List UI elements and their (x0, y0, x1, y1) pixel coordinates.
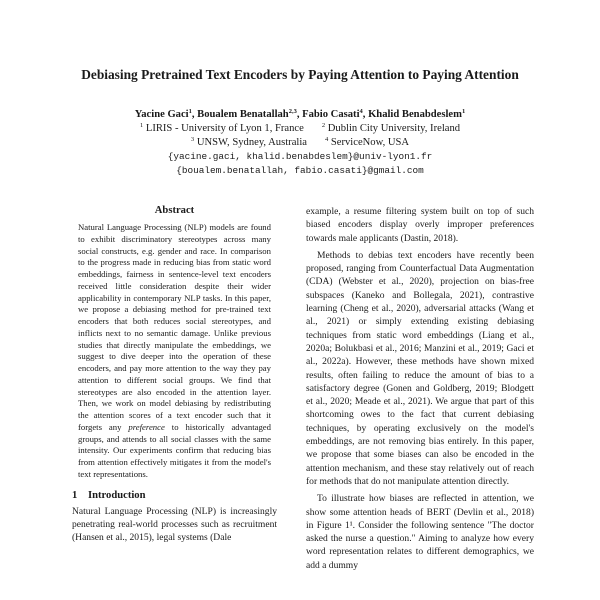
author-sup: 2,3 (288, 108, 297, 115)
author-name: Fabio Casati (302, 109, 360, 120)
right-column (306, 205, 534, 572)
left-column (72, 205, 277, 544)
affiliation: $^1$ LIRIS - University of Lyon 1, France (139, 122, 304, 134)
section-heading-introduction: 1 Introduction (72, 489, 146, 501)
abstract-heading: Abstract (154, 205, 195, 216)
author-names: Yacine Gaci$^1$, Boualem Benatallah$^{2,3}$, Fabio Casati$^4$, Khalid Benabdeslem$^1$ (134, 108, 466, 120)
body-paragraph: Methods to debias text encoders have recently been proposed, ranging from Counterfactual Data Augmentation (CDA) (Webster et al., 2020), projection on bias-free subspaces (Kaneko and Bollegala, 2021), contrastive learning (Cheng et al., 2020), adversarial attacks (Wang et al., 2021) or simply extending existing debiasing techniques from static word embeddings (Liang et al., 2020a; Bolukbasi et al., 2016; Manzini et al., 2019; Gaci et al., 2022a). However, these methods have shown mixed results, often failing to reduce the amount of bias to a satisfactory degree (Gonen and Goldberg, 2019; Blodgett et al., 2020; Meade et al., 2021). We argue that part of this shortcoming owes to the fact that current debiasing techniques, by operating exclusively on the model's embeddings, are not removing bias entirely. In this paper, we propose that some biases can also be encoded in the attention mechanism, and these stay relatively out of reach for methods that do not manipulate attention directly. (306, 249, 534, 487)
author-sup: 4 (359, 108, 363, 115)
affiliation: $^3$ UNSW, Sydney, Australia (190, 136, 307, 148)
author-name: Boualem Benatallah (197, 109, 289, 120)
author-name: Yacine Gaci (134, 109, 189, 120)
paper-title: Debiasing Pretrained Text Encoders by Paying Attention to Paying Attention (81, 67, 519, 82)
body-paragraph: example, a resume filtering system built on top of such biased encoders display overly improper preferences towards male applicants (Dastin, 2018). (306, 206, 534, 244)
affiliation: $^4$ ServiceNow, USA (324, 136, 410, 148)
author-sup: 1 (461, 108, 466, 115)
body-paragraph: To illustrate how biases are reflected in attention, we show some attention heads of BERT (Devlin et al., 2018) in Figure 1¹. Consider the following sentence "The doctor asked the nurse a question." Aiming to analyze how every word representation relates to different demographics, we add a dummy (306, 493, 534, 571)
affiliation: $^2$ Dublin City University, Ireland (321, 122, 461, 134)
author-name: Khalid Benabdeslem (368, 109, 462, 120)
abstract-text: Natural Language Processing (NLP) models are found to exhibit discriminatory stereotypes across many social constructs, e.g. gender and race. In comparison to the progress made in reducing bias from static word embeddings, fairness in sentence-level text encoders received little consideration despite their wider applicability in contemporary NLP tasks. In this paper, we propose a debiasing method for pre-trained text encoders that both reduces social stereotypes, and inflicts next to no semantic damage. Unlike previous studies that directly manipulate the embeddings, we suggest to dive deeper into the operation of these encoders, and pay more attention to the way they pay attention to different social groups. We find that stereotypes are also encoded in the attention layer. Then, we work on model debiasing by redistributing the attention scores of a text encoder such that it forgets any preference to historically advantaged groups, and attends to all social classes with the same intensity. Our experiments confirm that reducing bias from attention effectively mitigates it from the model's text representations. (78, 222, 272, 479)
author-sup: 1 (188, 108, 192, 115)
abstract-emphasis: preference (128, 421, 165, 432)
affiliation-row (60, 136, 540, 150)
email-line: {boualem.benatallah, fabio.casati}@gmail.com (176, 165, 424, 176)
intro-paragraph: Natural Language Processing (NLP) is increasingly penetrating real-world processes such as recruitment (Hansen et al., 2015), legal systems (Dale (72, 505, 277, 544)
affiliation-row (60, 122, 540, 136)
email-line: {yacine.gaci, khalid.benabdeslem}@univ-lyon1.fr (167, 151, 433, 162)
author-block (60, 108, 540, 178)
